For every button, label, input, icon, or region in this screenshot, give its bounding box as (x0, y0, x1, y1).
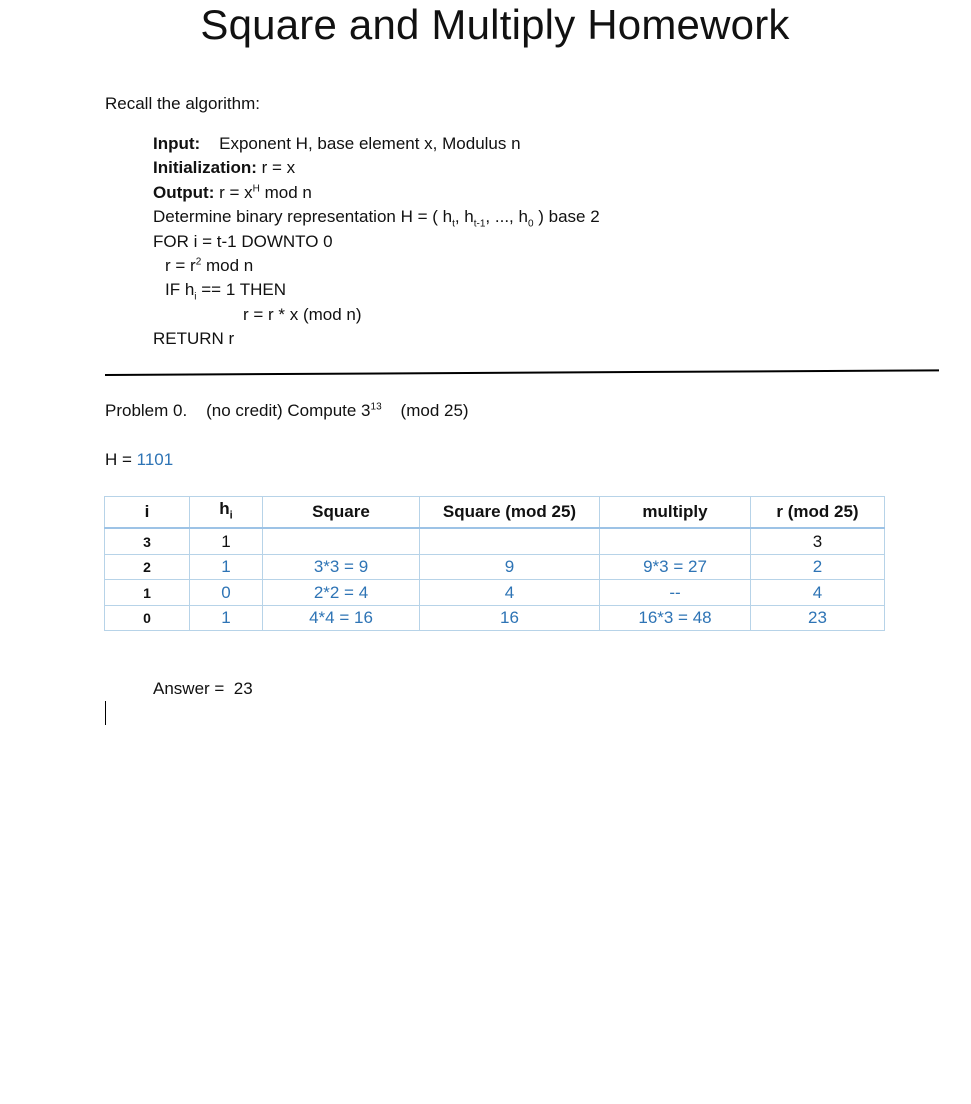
document-title: Square and Multiply Homework (200, 1, 790, 48)
cell-i: 0 (105, 605, 190, 631)
algo-binary-sub-0: 0 (527, 218, 534, 230)
cell-r: 4 (751, 580, 885, 606)
cell-multiply: -- (600, 580, 751, 606)
answer-label: Answer = (153, 679, 234, 698)
h-value-line (105, 448, 173, 472)
cell-multiply: 16*3 = 48 (600, 605, 751, 631)
problem-label: Problem 0. (105, 401, 188, 420)
cell-square-mod (420, 528, 600, 554)
algo-output-sup: H (252, 183, 260, 195)
table-header-row (105, 497, 885, 529)
algo-output-text-a: r = x (219, 182, 253, 202)
algo-input-label: Input: (153, 134, 201, 153)
algo-square-a: r = r (165, 256, 196, 276)
problem-statement (105, 399, 469, 423)
problem-exponent: 13 (370, 401, 382, 413)
algo-square-b: mod n (201, 256, 254, 276)
header-i: i (105, 497, 190, 529)
header-square-mod: Square (mod 25) (420, 497, 600, 529)
cell-square-mod: 4 (420, 580, 600, 606)
table-row (105, 580, 885, 606)
algo-binary-b: , h (454, 207, 474, 227)
algo-input-text: Exponent H, base element x, Modulus n (219, 134, 521, 153)
cell-multiply (600, 528, 751, 554)
algo-binary-sub-t: t (452, 218, 455, 230)
algo-init-line (153, 156, 600, 180)
cell-square: 3*3 = 9 (263, 554, 420, 580)
cell-square: 4*4 = 16 (263, 605, 420, 631)
algo-output-line (153, 181, 600, 205)
text-cursor[interactable] (105, 701, 106, 725)
header-h (190, 497, 263, 529)
cell-h: 1 (190, 528, 263, 554)
square-multiply-table (104, 496, 885, 631)
algo-if-a: IF h (165, 280, 195, 300)
algo-input-line (153, 132, 600, 156)
header-h-text: h (219, 499, 230, 518)
cell-multiply: 9*3 = 27 (600, 554, 751, 580)
intro-text: Recall the algorithm: (105, 94, 260, 113)
problem-text-a: (no credit) Compute 3 (206, 401, 371, 420)
cell-square-mod: 16 (420, 605, 600, 631)
algo-binary-a: Determine binary representation H = ( h (153, 207, 453, 227)
algorithm-block (153, 132, 600, 352)
header-square: Square (263, 497, 420, 529)
answer-value: 23 (233, 679, 253, 698)
algo-if-line (153, 278, 600, 302)
cell-h: 1 (190, 605, 263, 631)
cell-i: 3 (105, 528, 190, 554)
table-row (105, 528, 885, 554)
cell-h: 1 (190, 554, 263, 580)
h-label: H = (105, 450, 137, 469)
algo-if-sub: i (194, 291, 197, 303)
algo-output-label: Output: (153, 182, 215, 202)
cell-square-mod: 9 (420, 554, 600, 580)
cell-r: 3 (751, 528, 885, 554)
algo-init-text: r = x (261, 158, 296, 178)
h-value: 1101 (136, 450, 174, 469)
table-row (105, 605, 885, 631)
header-multiply: multiply (600, 497, 751, 529)
cell-r: 23 (751, 605, 885, 631)
algo-square-sup: 2 (195, 256, 202, 268)
header-h-sub: i (229, 509, 233, 522)
algo-multiply-line: r = r * x (mod n) (243, 304, 362, 324)
algo-binary-c: , ..., h (485, 207, 528, 227)
algo-return-line: RETURN r (153, 329, 235, 349)
algo-square-line (153, 254, 600, 278)
answer-line (153, 677, 253, 701)
header-r-mod: r (mod 25) (751, 497, 885, 529)
cell-square: 2*2 = 4 (263, 580, 420, 606)
problem-text-b: (mod 25) (400, 401, 469, 420)
cell-square (263, 528, 420, 554)
horizontal-divider (105, 369, 939, 376)
algo-output-text-b: mod n (259, 182, 312, 202)
cell-r: 2 (751, 554, 885, 580)
cell-i: 1 (105, 580, 190, 606)
algo-init-label: Initialization: (153, 158, 257, 178)
cell-h: 0 (190, 580, 263, 606)
algo-for-line: FOR i = t-1 DOWNTO 0 (153, 231, 333, 251)
table-row (105, 554, 885, 580)
algo-if-b: == 1 THEN (196, 280, 286, 300)
algo-binary-sub-t1: t-1 (473, 218, 486, 230)
cell-i: 2 (105, 554, 190, 580)
algo-binary-d: ) base 2 (533, 207, 600, 227)
algo-binary-line (153, 205, 600, 229)
